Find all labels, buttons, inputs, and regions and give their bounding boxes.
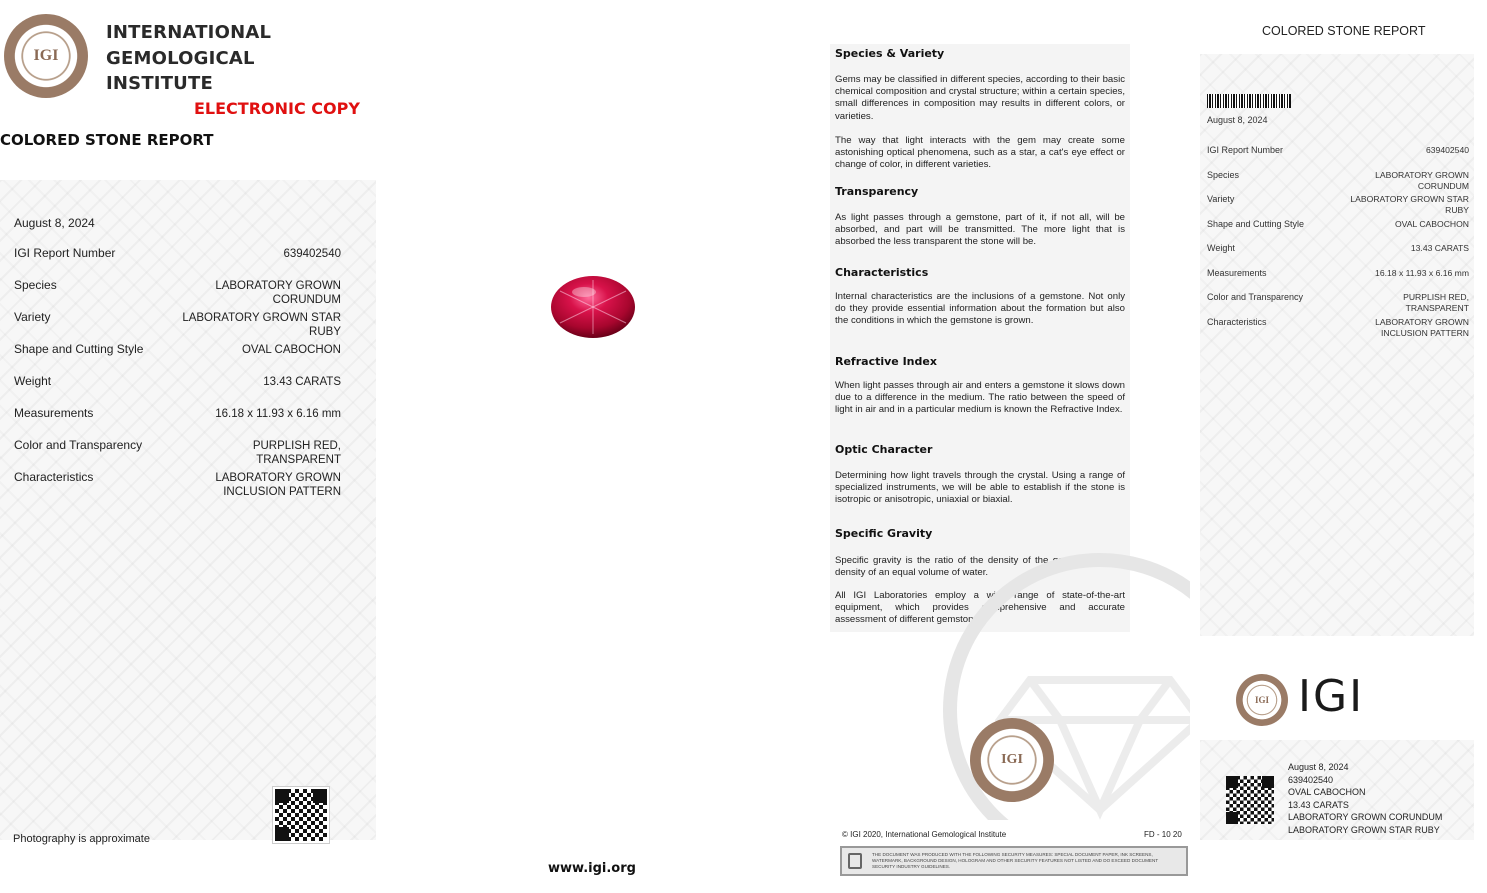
electronic-copy-label: ELECTRONIC COPY: [194, 99, 360, 118]
right-label-report-number: IGI Report Number: [1207, 145, 1284, 155]
card-lines: [1288, 761, 1442, 837]
right-label-shape: Shape and Cutting Style: [1207, 219, 1305, 229]
right-value-measurements: 16.18 x 11.93 x 6.16 mm: [1375, 268, 1469, 278]
card-line-shape: OVAL CABOCHON: [1288, 787, 1366, 798]
watermark-emblem: [930, 480, 1190, 820]
security-box: [840, 846, 1188, 876]
row-label-variety: Variety: [14, 310, 51, 324]
qr-code[interactable]: [273, 787, 329, 843]
row-value-characteristics: LABORATORY GROWN INCLUSION PATTERN: [215, 472, 341, 498]
right-label-color: Color and Transparency: [1207, 292, 1304, 302]
right-value-characteristics: LABORATORY GROWN INCLUSION PATTERN: [1375, 317, 1469, 338]
seal-mark: IGI: [33, 47, 59, 64]
text-refractive-index: When light passes through air and enters a gemstone it slows down due to a difference in the medium. The ratio between the speed of light in air and in a particular medium is known the Refractive Index.: [835, 380, 1125, 416]
igi-logo-text: IGI: [1298, 671, 1365, 722]
security-note: THE DOCUMENT WAS PRODUCED WITH THE FOLLOWING SECURITY MEASURES: SPECIAL DOCUMENT PAPER, INK SCREENS, WATERMARK, BACKGROUND DESIGN, HOLOGRAM AND OTHER SECURITY FEATURES NOT LISTED AND DO EXCEED DOCUMENT SECURITY INDUSTRY GUIDELINES.: [872, 852, 1159, 869]
right-label-characteristics: Characteristics: [1207, 317, 1267, 327]
gem-highlight: [572, 287, 596, 297]
right-title: COLORED STONE REPORT: [1262, 24, 1426, 38]
card-line-weight: 13.43 CARATS: [1288, 799, 1349, 810]
row-value-measurements: 16.18 x 11.93 x 6.16 mm: [215, 408, 341, 420]
text-species-variety-2: The way that light interacts with the gem may create some astonishing optical phenomena, such as a star, a cat's eye effect or change of color, in different varieties.: [835, 135, 1125, 171]
row-value-variety: LABORATORY GROWN STAR RUBY: [182, 312, 341, 338]
org-line-2: GEMOLOGICAL: [106, 47, 255, 69]
barcode: [1207, 94, 1291, 108]
igi-logo-seal-mark: IGI: [1254, 695, 1270, 705]
gem-photo: [548, 274, 638, 340]
text-species-variety-1: Gems may be classified in different species, according to their basic chemical composition and crystal structure; within a certain species, small differences in composition may results in different colors, or varieties.: [835, 74, 1125, 122]
heading-refractive-index: Refractive Index: [835, 355, 937, 368]
card-line-date: August 8, 2024: [1288, 762, 1349, 772]
row-label-measurements: Measurements: [14, 406, 94, 420]
lock-icon: [848, 853, 862, 869]
right-label-measurements: Measurements: [1207, 268, 1267, 278]
text-specific-gravity-1: Specific gravity is the ratio of the density of the gemstone to the density of an equal volume of water.: [835, 555, 1125, 579]
org-line-3: INSTITUTE: [106, 73, 213, 94]
heading-optic-character: Optic Character: [835, 443, 933, 456]
right-value-weight: 13.43 CARATS: [1410, 243, 1469, 253]
row-value-weight: 13.43 CARATS: [263, 376, 341, 388]
right-value-species: LABORATORY GROWN CORUNDUM: [1375, 170, 1469, 191]
heading-species-variety: Species & Variety: [835, 47, 945, 60]
heading-characteristics: Characteristics: [835, 266, 929, 279]
row-label-shape: Shape and Cutting Style: [14, 342, 144, 356]
row-label-characteristics: Characteristics: [14, 470, 94, 484]
text-characteristics: Internal characteristics are the inclusions of a gemstone. Not only do they provide essential information about the formation but also the conditions in which the gemstone is grown.: [835, 291, 1125, 327]
right-value-color: PURPLISH RED, TRANSPARENT: [1403, 292, 1469, 313]
igi-seal-logo: [4, 14, 88, 98]
website[interactable]: www.igi.org: [548, 861, 636, 876]
form-code: FD - 10 20: [1144, 830, 1182, 839]
text-transparency: As light passes through a gemstone, part of it, if not all, will be absorbed, and part will be transmitted. The more light that is absorbed the less transparent the stone will be.: [835, 212, 1125, 248]
text-specific-gravity-2: All IGI Laboratories employ a wide range of state-of-the-art equipment, which provides comprehensive and accurate assessment of different gemstones.: [835, 590, 1125, 626]
right-value-shape: OVAL CABOCHON: [1394, 219, 1469, 229]
row-value-shape: OVAL CABOCHON: [241, 344, 341, 356]
heading-transparency: Transparency: [835, 185, 919, 198]
org-line-1: INTERNATIONAL: [106, 22, 272, 43]
row-label-weight: Weight: [14, 374, 52, 388]
row-label-report-number: IGI Report Number: [14, 246, 116, 260]
center-seal-mark: IGI: [1001, 752, 1023, 767]
row-value-report-number: 639402540: [283, 248, 341, 260]
row-label-species: Species: [14, 278, 57, 292]
organization-name: [106, 20, 271, 97]
report-date: August 8, 2024: [14, 216, 95, 230]
card-line-species: LABORATORY GROWN CORUNDUM: [1288, 812, 1443, 823]
right-label-species: Species: [1207, 170, 1240, 180]
igi-logo-seal: [1236, 674, 1288, 726]
copyright: © IGI 2020, International Gemological Institute: [842, 830, 1007, 839]
right-value-report-number: 639402540: [1425, 145, 1469, 155]
card-line-variety: LABORATORY GROWN STAR RUBY: [1288, 824, 1440, 835]
right-value-variety: LABORATORY GROWN STAR RUBY: [1350, 194, 1469, 215]
right-date: August 8, 2024: [1207, 115, 1268, 125]
row-label-color: Color and Transparency: [14, 438, 143, 452]
text-optic-character: Determining how light travels through the crystal. Using a range of specialized instruments, we will be able to establish if the stone is isotropic or anisotropic, uniaxial or biaxial.: [835, 470, 1125, 506]
card-qr-code[interactable]: [1226, 776, 1274, 824]
report-title: COLORED STONE REPORT: [0, 131, 214, 149]
center-seal: [970, 718, 1054, 802]
row-value-species: LABORATORY GROWN CORUNDUM: [215, 280, 341, 306]
card-line-number: 639402540: [1288, 774, 1334, 785]
right-label-weight: Weight: [1207, 243, 1235, 253]
heading-specific-gravity: Specific Gravity: [835, 527, 933, 540]
row-value-color: PURPLISH RED, TRANSPARENT: [252, 440, 341, 466]
right-label-variety: Variety: [1207, 194, 1235, 204]
right-report-panel: [1200, 54, 1474, 636]
photo-note: Photography is approximate: [13, 833, 150, 845]
